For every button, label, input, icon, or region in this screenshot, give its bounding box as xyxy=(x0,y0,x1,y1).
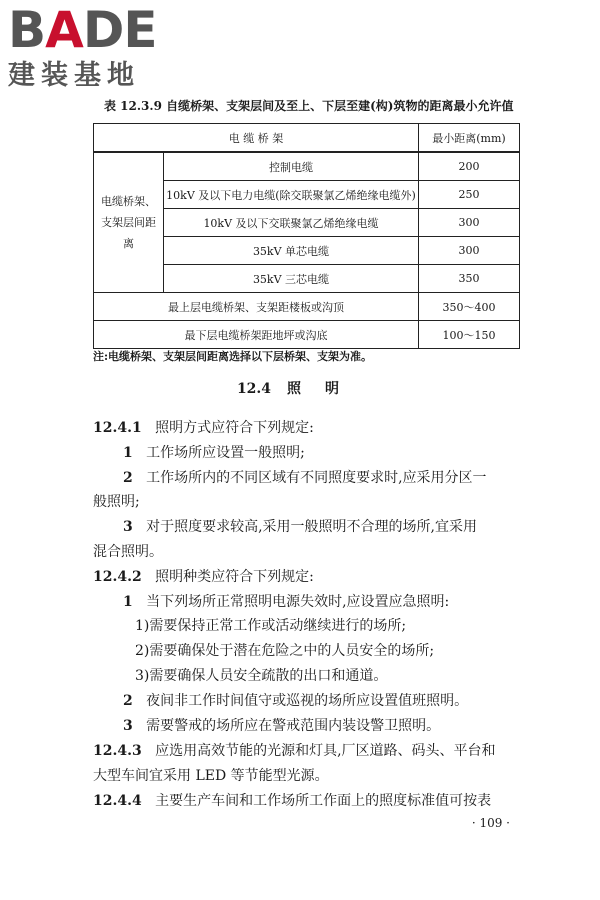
clause xyxy=(93,789,491,813)
table-cell-value: 350～400 xyxy=(419,293,520,321)
logo-subtitle: 建装基地 xyxy=(8,60,140,91)
logo-letter: D xyxy=(82,1,124,59)
sub-item-text: 1)需要保持正常工作或活动继续进行的场所; xyxy=(135,618,407,634)
list-item xyxy=(123,466,487,490)
distance-table xyxy=(93,123,520,349)
clause-number: 12.4.4 xyxy=(93,793,142,809)
clause-number: 12.4.1 xyxy=(93,420,142,436)
bade-logo xyxy=(8,1,178,92)
sub-item-text: 2)需要确保处于潜在危险之中的人员安全的场所; xyxy=(135,643,435,659)
item-number: 2 xyxy=(123,470,133,486)
table-row xyxy=(94,152,520,181)
table-cell-item: 10kV 及以下电力电缆(除交联聚氯乙烯绝缘电缆外) xyxy=(164,181,419,209)
item-text: 需要警戒的场所应在警戒范围内装设警卫照明。 xyxy=(146,718,441,734)
text-line xyxy=(93,764,329,788)
clause-number: 12.4.3 xyxy=(93,743,142,759)
item-number: 3 xyxy=(123,718,133,734)
group-label-cell: 电缆桥架、支架层间距离 xyxy=(94,152,164,293)
logo-letter: B xyxy=(8,1,46,59)
table-cell-item: 10kV 及以下交联聚氯乙烯绝缘电缆 xyxy=(164,209,419,237)
text-line xyxy=(93,540,163,564)
table-row xyxy=(94,321,520,349)
table-cell-item: 35kV 单芯电缆 xyxy=(164,237,419,265)
table-cell-value: 350 xyxy=(419,265,520,293)
table-cell-value: 300 xyxy=(419,237,520,265)
logo-letter: E xyxy=(123,1,157,59)
list-item xyxy=(123,590,449,614)
header-cell-tray: 电 缆 桥 架 xyxy=(94,124,419,153)
clause-text: 照明种类应符合下列规定: xyxy=(155,569,314,585)
clause-text: 大型车间宜采用 LED 等节能型光源。 xyxy=(93,768,329,784)
table-note: 注:电缆桥架、支架层间距离选择以下层桥架、支架为准。 xyxy=(93,350,373,363)
table-cell-item: 最下层电缆桥架距地坪或沟底 xyxy=(94,321,419,349)
sub-item xyxy=(135,664,387,688)
table-cell-value: 200 xyxy=(419,152,520,181)
list-item xyxy=(123,515,477,539)
item-text: 般照明; xyxy=(93,494,140,510)
item-text: 工作场所应设置一般照明; xyxy=(146,445,305,461)
section-title: 照明 xyxy=(287,381,364,397)
clause-text: 应选用高效节能的光源和灯具,厂区道路、码头、平台和 xyxy=(155,743,496,759)
table-cell-value: 300 xyxy=(419,209,520,237)
clause xyxy=(93,565,314,589)
table-cell-value: 100～150 xyxy=(419,321,520,349)
clause xyxy=(93,739,496,763)
clause xyxy=(93,416,314,440)
text-line xyxy=(93,490,140,514)
table-cell-value: 250 xyxy=(419,181,520,209)
item-text: 工作场所内的不同区域有不同照度要求时,应采用分区一 xyxy=(146,470,487,486)
item-text: 对于照度要求较高,采用一般照明不合理的场所,宜采用 xyxy=(146,519,478,535)
table-row xyxy=(94,293,520,321)
logo-letter-accent: A xyxy=(45,1,83,59)
table-caption: 表 12.3.9 自缆桥架、支架层间及至上、下层至建(构)筑物的距离最小允许值 xyxy=(104,99,514,113)
clause-text: 主要生产车间和工作场所工作面上的照度标准值可按表 xyxy=(155,793,492,809)
item-text: 当下列场所正常照明电源失效时,应设置应急照明: xyxy=(146,594,450,610)
item-number: 1 xyxy=(123,445,133,461)
section-number: 12.4 xyxy=(236,381,272,397)
table-cell-item: 35kV 三芯电缆 xyxy=(164,265,419,293)
sub-item xyxy=(135,614,406,638)
logo-wordmark xyxy=(8,1,178,59)
sub-item xyxy=(135,639,434,663)
item-number: 3 xyxy=(123,519,133,535)
clause-number: 12.4.2 xyxy=(93,569,142,585)
page-number: · 109 · xyxy=(471,816,510,830)
item-text: 夜间非工作时间值守或巡视的场所应设置值班照明。 xyxy=(146,693,469,709)
table-cell-item: 控制电缆 xyxy=(164,152,419,181)
list-item xyxy=(123,689,468,713)
table-cell-item: 最上层电缆桥架、支架距楼板或沟顶 xyxy=(94,293,419,321)
item-number: 2 xyxy=(123,693,133,709)
item-number: 1 xyxy=(123,594,133,610)
clause-text: 照明方式应符合下列规定: xyxy=(155,420,314,436)
list-item xyxy=(123,441,305,465)
item-text: 混合照明。 xyxy=(93,544,163,560)
section-heading xyxy=(0,378,600,398)
header-cell-distance: 最小距离(mm) xyxy=(419,124,520,153)
sub-item-text: 3)需要确保人员安全疏散的出口和通道。 xyxy=(135,668,388,684)
table-header-row xyxy=(94,124,520,153)
list-item xyxy=(123,714,440,738)
